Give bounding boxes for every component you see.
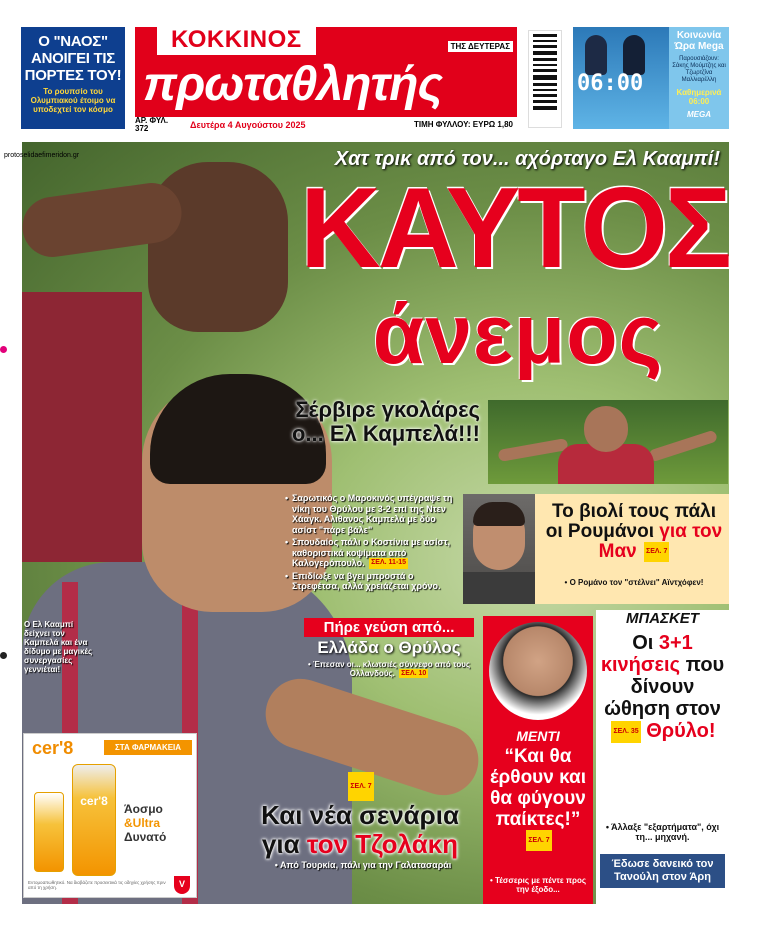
- inset-head: [584, 406, 628, 452]
- page-ref-badge: ΣΕΛ. 7: [526, 830, 551, 851]
- player-one-head: [148, 162, 288, 332]
- tv-ad-info: [671, 30, 727, 119]
- kabi-story-title[interactable]: Σέρβιρε γκολάρες ο... Ελ Καμπελά!!!: [291, 397, 480, 446]
- page-ref-badge: ΣΕΛ. 7: [348, 772, 373, 801]
- cer8-tagline: ΣΤΑ ΦΑΡΜΑΚΕΙΑ: [104, 740, 192, 755]
- tv-ad-image: [573, 27, 669, 129]
- spray-bottle-icon: [34, 792, 64, 872]
- presenter-figure: [623, 35, 645, 75]
- player-one-shirt: [22, 292, 142, 562]
- spray-bottle-icon: [72, 764, 116, 876]
- coach-portrait: [489, 622, 587, 720]
- tv-ad-schedule: Καθημερινά 06:00: [676, 88, 722, 106]
- logo-top-word: ΚΟΚΚΙΝΟΣ: [157, 25, 316, 55]
- kabi-bullets: [285, 493, 460, 594]
- inset-arm: [648, 429, 718, 462]
- promo-subtext: Το ρουπσίο του Ολυμπιακού έτοιμο να υποδεχτεί τον κόσμο: [30, 87, 116, 114]
- portrait-hair: [473, 502, 525, 526]
- player-portrait: [463, 494, 535, 604]
- promo-headline: Ο "ΝΑΟΣ" ΑΝΟΙΓΕΙ ΤΙΣ ΠΟΡΤΕΣ ΤΟΥ!: [24, 33, 122, 84]
- barcode: [528, 30, 562, 128]
- page-ref-badge: ΣΕΛ. 11-15: [369, 558, 408, 569]
- list-item: • Επιδίωξε να βγει μπροστά ο Στρεφέτσα, αλλά χρειάζεται χρόνο.: [285, 571, 460, 592]
- tv-ad-presenters: Παρουσιάζουν: Σάκης Μούμτζης και Τζωρτζίνα Μαλλιαρέλλη: [672, 56, 726, 83]
- logo-main-word: πρωταθλητής: [143, 58, 442, 111]
- page-ref-badge: ΣΕΛ. 10: [401, 670, 427, 678]
- romanian-story-box[interactable]: [463, 494, 729, 604]
- coach-quote: “Και θα έρθουν και θα φύγουν παίκτες!” ΣΕΛ. 7: [483, 746, 593, 851]
- issue-price: ΤΙΜΗ ΦΥΛΛΟΥ: ΕΥΡΩ 1,80: [413, 120, 513, 129]
- cer8-advertisement[interactable]: [23, 733, 197, 898]
- kabi-inset-photo: [488, 400, 728, 484]
- tv-show-ad[interactable]: [573, 27, 729, 129]
- basket-title: Οι 3+1 κινήσεις που δίνουν ώθηση στον ΣΕΛ. 35 Θρύλο!: [600, 632, 725, 742]
- cer8-slogan: Άοσμο &Ultra Δυνατό: [124, 802, 167, 844]
- list-item: • Σαρωτικός ο Μαροκινός υπέγραψε τη νίκη του Θρύλου με 3-2 επί της Ντεν Χάαγκ. Αλιθανος Καμπελά με δύο ασίστ "πάρε βάλε": [285, 493, 460, 535]
- issue-date: Δευτέρα 4 Αυγούστου 2025: [190, 120, 306, 130]
- romanian-story-title: [543, 502, 725, 562]
- netherlands-title[interactable]: Ελλάδα ο Θρύλος: [317, 638, 461, 657]
- title-black: Το βιολί τους πάλι οι Ρουμάνοι: [545, 501, 716, 542]
- tzolakis-title[interactable]: ΣΕΛ. 7 Και νέα σενάρια για τον Τζολάκη: [240, 770, 480, 859]
- title-red: για τον Μαν: [598, 521, 723, 563]
- netherlands-sub: • Έπεσαν οι... κλωτσιές σύννεφο από τους Ολλανδούς. ΣΕΛ. 10: [307, 660, 471, 678]
- issue-number: ΑΡ. ΦΥΛ. 372: [135, 116, 169, 133]
- main-headline-line2[interactable]: άνεμος: [372, 287, 664, 381]
- netherlands-kicker[interactable]: Πήρε γεύση από...: [304, 618, 474, 637]
- portrait-shirt: [463, 572, 535, 604]
- tv-ad-channel: MEGA: [687, 110, 711, 119]
- tv-ad-title: Κοινωνία Ώρα Mega: [674, 30, 724, 52]
- presenter-figure: [585, 35, 607, 75]
- list-item: • Σπουδαίος πάλι ο Κοστίνια με ασίστ, καθοριστικά κοψίματα από Καλογερόπουλο. ΣΕΛ. 11-15: [285, 537, 460, 569]
- source-watermark: protoselidaefimeridon.gr: [4, 152, 80, 159]
- promo-box-stadium[interactable]: [21, 27, 125, 129]
- newspaper-logo: [135, 27, 517, 117]
- basket-story-box[interactable]: [596, 610, 729, 904]
- main-kicker: Χατ τρικ από τον... αχόρταγο Ελ Κααμπί!: [334, 148, 720, 170]
- page-ref-badge: ΣΕΛ. 35: [611, 721, 640, 743]
- brand-shield-icon: V: [174, 876, 190, 894]
- main-headline-line1[interactable]: ΚΑΥΤΟΣ: [300, 163, 730, 292]
- menti-story-box[interactable]: [483, 616, 593, 904]
- page-ref-badge: ΣΕΛ. 7: [644, 542, 669, 562]
- coach-name: ΜΕΝΤΙ: [516, 728, 560, 744]
- basket-kicker: ΜΠΑΣΚΕΤ: [626, 610, 699, 627]
- cer8-logo: cer'8: [32, 738, 74, 758]
- day-tag: ΤΗΣ ΔΕΥΤΕΡΑΣ: [448, 41, 513, 52]
- cer8-fine-print: Εντομοαπωθητικό. Να διαβάζετε προσεκτικά τις οδηγίες χρήσης πριν από τη χρήση.: [28, 880, 166, 890]
- romanian-story-sub: • Ο Ρομάνο τον "στέλνει" Αϊντχόφεν!: [564, 578, 704, 587]
- bottle-label: cer'8: [80, 794, 108, 808]
- tzolakis-sub: • Από Τουρκία, πάλι για την Γαλατασαράι: [274, 860, 452, 870]
- photo-caption: Ο Ελ Κααμπί δείχνει τον Καμπελά και ένα δίδυμο με μαγικές συνεργασίες γεννιέται!: [24, 620, 93, 674]
- menti-sub: • Τέσσερις με πέντε προς την έξοδο...: [489, 876, 587, 894]
- tv-ad-clock: 06:00: [577, 71, 644, 96]
- basket-sub: • Άλλαξε "εξαρτήματα", όχι τη... μηχανή.: [605, 822, 720, 842]
- registration-dot: [0, 652, 7, 659]
- basket-bottom-note[interactable]: Έδωσε δανεικό τον Τανούλη στον Άρη: [600, 854, 725, 888]
- registration-dot: [0, 346, 7, 353]
- issue-line: [135, 117, 517, 131]
